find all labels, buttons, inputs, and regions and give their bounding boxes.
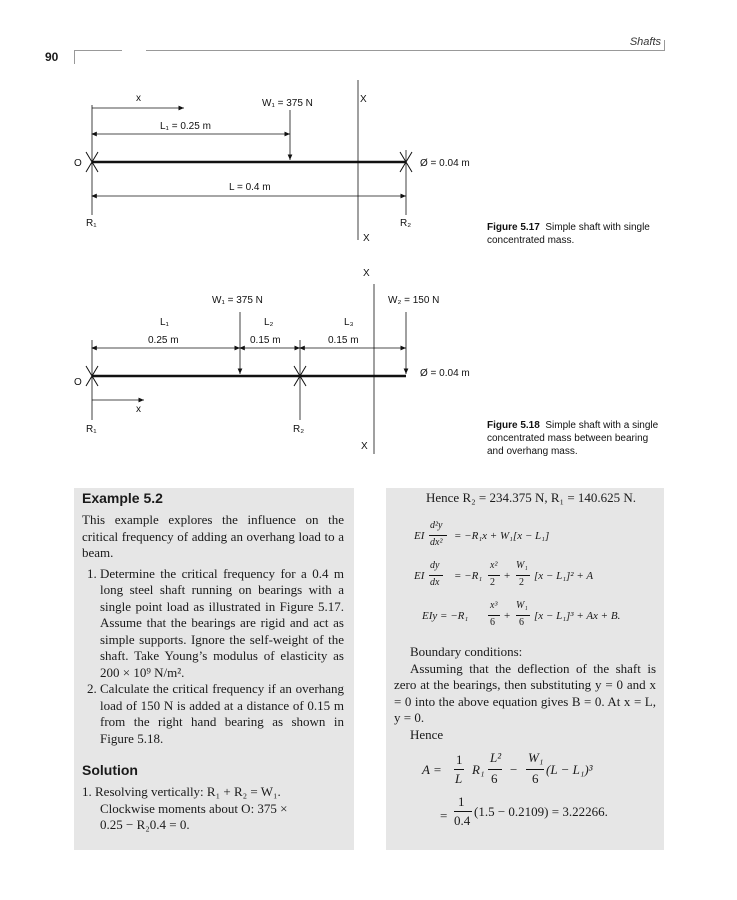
x-label-2: x xyxy=(136,404,141,415)
equation-2a: = −R₁ xyxy=(454,570,483,582)
diam-label-1: Ø = 0.04 m xyxy=(420,158,470,169)
diam-label-2: Ø = 0.04 m xyxy=(420,368,470,379)
d2-label-2: 0.15 m xyxy=(250,335,281,346)
O-label-1: O xyxy=(74,158,82,169)
x-label-1: x xyxy=(136,93,141,104)
solution-step-1: 1. Resolving vertically: R₁ + R₂ = W₁. Clockwise moments about O: 375 × 0.25 − R₂0.4 = 0. xyxy=(82,784,288,832)
solution-title: Solution xyxy=(82,762,138,778)
W2-label-2: W₂ = 150 N xyxy=(388,295,440,306)
solution-box: Hence R₂ = 234.375 N, R₁ = 140.625 N. EI d²y dx² = −R₁x + W₁[x − L₁] EI dy dx = −R₁ x² 2 + W₁ 2 [x − L₁]² + A EIy = −R₁ x³ 6 + W₁ 6 [x − L₁]³ + Ax + B. Boundary conditions: Assuming that the deflection of the shaft is zero at the bearings, then substituting y = 0 and x = 0 into the above equation gives B = 0. At x = L, y = 0. Hence A = 1 L R₁ L² 6 − W₁ 6 (L − L₁)³ = 1 0.4 (1.5 − 0.2109) = 3.22266. xyxy=(386,488,664,850)
caption-text: Simple shaft with single concentrated mass. xyxy=(487,222,650,246)
R2-label-1: R₂ xyxy=(400,218,412,229)
example-item-2: 2. Calculate the critical frequency if an overhang load of 150 N is added at a distance of 0.15 m from the right hand bearing as shown in Figure 5.18. xyxy=(100,681,344,747)
L-label-1: L = 0.4 m xyxy=(229,182,271,193)
example-box xyxy=(74,488,354,850)
figure-5-18-caption xyxy=(487,419,667,458)
section-bottom-2: X xyxy=(361,441,368,452)
example-body xyxy=(82,512,344,747)
caption-number: Figure 5.18 xyxy=(487,420,540,431)
L1-label-1: L₁ = 0.25 m xyxy=(160,121,211,132)
equation-3b: [x − L₁]³ + Ax + B. xyxy=(534,610,621,622)
R1-label-1: R₁ xyxy=(86,218,97,229)
reactions-result: Hence R₂ = 234.375 N, R₁ = 140.625 N. xyxy=(426,490,637,505)
page-number: 90 xyxy=(45,50,59,64)
boundary-text: Boundary conditions: Assuming that the deflection of the shaft is zero at the bearings, then substituting y = 0 and x = 0 into the above equation gives B = 0. At x = L, y = 0. Hence xyxy=(394,644,656,742)
R1-label-2: R₁ xyxy=(86,424,97,435)
caption-text: Simple shaft with a single concentrated mass between bearing and overhang mass. xyxy=(487,420,659,457)
example-item-1: 1. Determine the critical frequency for a 0.4 m long steel shaft running on bearings with a single point load as illustrated in Figure 5.17. Assume that the bearings are rigid and act as simple supports. Ignore the self-weight of the shaft. Take Young’s modulus of elasticity as 200 × 10⁹ N/m². xyxy=(100,566,344,682)
running-head: Shafts xyxy=(629,36,661,48)
L3-label-2: L₃ xyxy=(344,317,354,328)
A-result: (1.5 − 0.2109) = 3.22266. xyxy=(474,804,608,819)
d3-label-2: 0.15 m xyxy=(328,335,359,346)
W1-label-2: W₁ = 375 N xyxy=(212,295,263,306)
section-top-1: X xyxy=(360,94,367,105)
A-rhs: (L − L₁)³ xyxy=(546,762,593,777)
d1-label-2: 0.25 m xyxy=(148,335,179,346)
O-label-2: O xyxy=(74,377,82,388)
W1-label-1: W₁ = 375 N xyxy=(262,98,313,109)
example-intro: This example explores the influence on the critical frequency of adding an overhang load to a beam. xyxy=(82,512,344,560)
equation-2b: [x − L₁]² + A xyxy=(534,570,594,582)
L2-label-2: L₂ xyxy=(264,317,274,328)
L1-label-2: L₁ xyxy=(160,317,169,328)
A-label: A = xyxy=(422,762,442,777)
caption-number: Figure 5.17 xyxy=(487,222,540,233)
equation-1: = −R₁x + W₁[x − L₁] xyxy=(454,530,550,542)
section-top-2: X xyxy=(363,268,370,279)
example-title: Example 5.2 xyxy=(82,490,163,506)
R2-label-2: R₂ xyxy=(293,424,305,435)
section-bottom-1: X xyxy=(363,233,370,244)
equation-3a: EIy = −R₁ xyxy=(422,610,469,622)
